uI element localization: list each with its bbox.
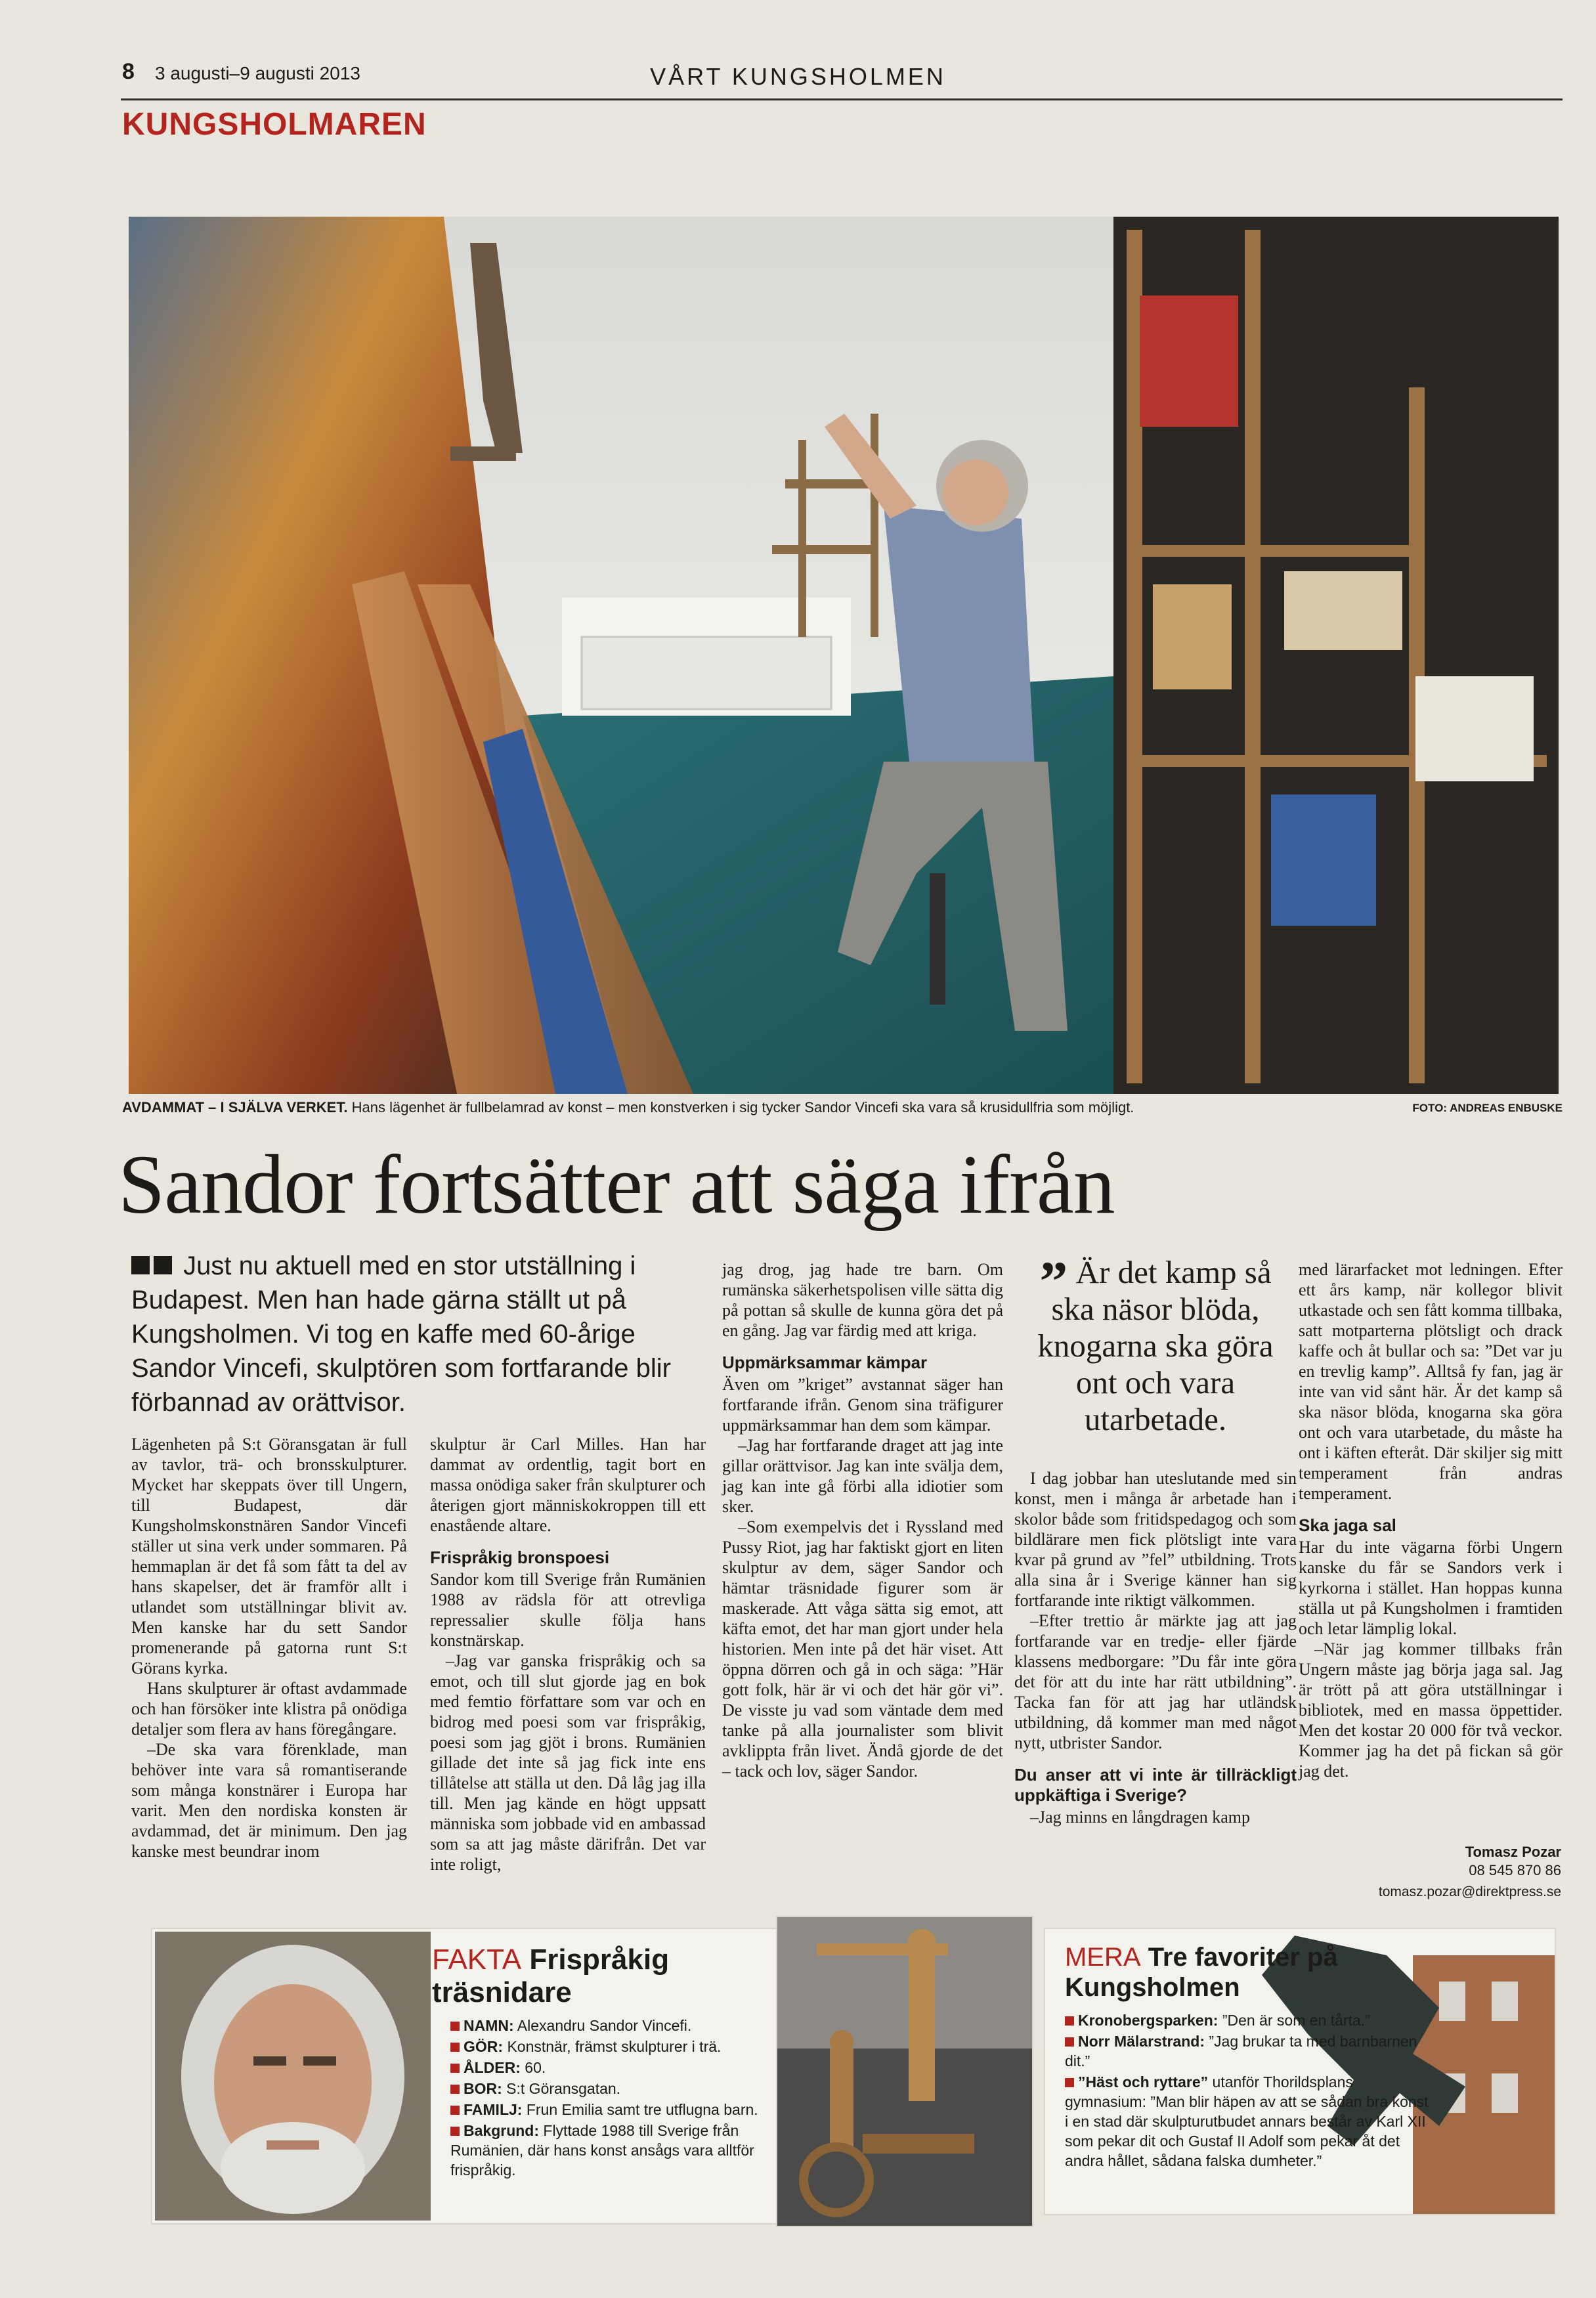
pull-quote-text: Är det kamp så ska näsor blöda, knogarna ska göra ont och vara utarbetade. — [1037, 1254, 1274, 1437]
paragraph: –De ska vara förenklade, man behöver inte vara så romantiserande som många konstnärer i Europa har varit. Men den nordiska konsten är avdammad, det är minimum. Den jag kanske mest beundrar inom — [131, 1740, 407, 1861]
mera-item — [1065, 2010, 1433, 2030]
body-column-1 — [131, 1434, 407, 1861]
paragraph: Hans skulpturer är oftast avdammade och han försöker inte klistra på onödiga detaljer som flera av hans föregångare. — [131, 1679, 407, 1739]
fakta-item — [450, 2121, 769, 2180]
fakta-value: S:t Göransgatan. — [506, 2080, 621, 2097]
square-bullet-icon — [450, 2022, 460, 2031]
fakta-label: Bakgrund: — [464, 2122, 539, 2139]
paragraph: Sandor kom till Sverige från Rumänien 1988 av rädsla för att otrevliga repressalier skulle följa hans konstnärskap. — [430, 1570, 706, 1650]
sculpture-photo — [777, 1917, 1032, 2226]
mera-value: utanför Thorildsplans gymnasium: ”Man blir häpen av att se sådan bra konst i en stad där skulpturutbudet annars består av Karl XII som pekar dit och Gustaf II Adolf som pekar åt det andra hållet, sådana falska dumheter.” — [1065, 2073, 1429, 2169]
mera-value: ”Jag brukar ta med barnbarnen dit.” — [1065, 2033, 1417, 2070]
mera-label: Kronobergsparken: — [1078, 2012, 1219, 2029]
intro-text: Just nu aktuell med en stor utställning i Budapest. Men han hade gärna ställt ut på Kungsholmen. Vi tog en kaffe med 60-årige Sandor Vincefi, skulptören som fortfarande blir förbannad av orättvisor. — [131, 1251, 671, 1417]
fakta-value: Frun Emilia samt tre utflugna barn. — [526, 2101, 758, 2118]
fakta-value: Konstnär, främst skulpturer i trä. — [507, 2038, 722, 2055]
square-bullet-icon — [154, 1256, 172, 1274]
fakta-item — [450, 2079, 769, 2098]
photo-credit: FOTO: ANDREAS ENBUSKE — [1412, 1102, 1563, 1114]
mera-value: ”Den är som en tårta.” — [1222, 2012, 1370, 2029]
paragraph: I dag jobbar han uteslutande med sin konst, men i många år arbetade han i skolor både som fritidspedagog och som bildlärare men fick plötsligt inte vara kvar på grund av ”fel” utbildning. Trots alla sina år i Sverige känner han sig fortfarande inte riktigt välkommen. — [1014, 1469, 1297, 1610]
byline-name: Tomasz Pozar — [1465, 1844, 1561, 1860]
fakta-value: 60. — [525, 2059, 546, 2076]
paragraph: –Efter trettio år märkte jag att jag fortfarande var en tredje- eller fjärde klassens medborgare: ”Du får inte göra det för att du inte har rätt utbildning”. Tacka fan för att jag har utländsk utbildning, då kommer man med något nytt, utbrister Sandor. — [1014, 1611, 1297, 1752]
fakta-item — [450, 2100, 769, 2119]
paragraph: –Jag var ganska frispråkig och sa emot, och till slut gjorde jag en bok med femtio författare som var och en bidrog med poesi som var frispråkig, poesi som jag gjöt i brons. Rumänien gillade det inte så jag fick inte ens tillåtelse att ställa ut den. Då låg jag illa till. Men jag kände en högt uppsatt människa som jobbade vid en ambassad som sa att jag måste därifrån. Det var inte roligt, — [430, 1651, 706, 1874]
subheading-question: Du anser att vi inte är tillräckligt uppkäftiga i Sverige? — [1014, 1765, 1297, 1805]
fakta-label: FAMILJ: — [464, 2101, 523, 2118]
paragraph: –Som exempelvis det i Ryssland med Pussy Riot, jag har faktiskt gjort en liten skulptur av dem, säger Sandor och hämtar träsnidade figurer som är maskerade. Att våga sätta sig emot, att käfta emot, det har man gjort under hela historien. Men inte på det här viset. Att öppna dörren och gå in och säga: ”Här gott folk, här är vi och det här gör vi”. De visste ju vad som väntade dem med tanke på alla journalister som blivit avklippta från livet. Ändå gjorde de det – tack och lov, säger Sandor. — [722, 1517, 1003, 1781]
square-bullet-icon — [1065, 2078, 1074, 2087]
photo-caption — [122, 1099, 1317, 1116]
mera-tag: MERA — [1065, 1943, 1141, 1972]
paragraph: skulptur är Carl Milles. Han har dammat av ordentlig, tagit bort en massa onödiga saker från skulpturer och återigen gjort människokroppen till ett enastående altare. — [430, 1435, 706, 1535]
fakta-item — [450, 2037, 769, 2056]
fakta-item — [450, 2016, 769, 2035]
fakta-heading — [432, 1943, 773, 2009]
paragraph: Har du inte vägarna förbi Ungern kanske du får se Sandors verk i kyrkorna i stället. Han hoppas kunna ställa ut på Kungsholmen i framtiden och letar lämplig lokal. — [1299, 1538, 1563, 1638]
fakta-label: ÅLDER: — [464, 2059, 521, 2076]
fakta-label: GÖR: — [464, 2038, 504, 2055]
intro — [131, 1249, 709, 1420]
square-bullet-icon — [131, 1256, 150, 1274]
fakta-label: BOR: — [464, 2080, 502, 2097]
paragraph: jag drog, jag hade tre barn. Om rumänska säkerhetspolisen ville sätta dig på pottan så skulle de kunna göra det på en gång. Jag var färdig med att kriga. — [722, 1260, 1003, 1340]
mera-label: ”Häst och ryttare” — [1078, 2073, 1209, 2091]
square-bullet-icon — [450, 2043, 460, 2052]
paragraph: –När jag kommer tillbaks från Ungern måste jag börja jaga sal. Jag är trött på att göra utställningar i bibliotek, med en massa öppettider. Men det kostar 20 000 för två veckor. Kommer jag ha det på fickan så gör jag det. — [1299, 1639, 1563, 1781]
mera-list — [1065, 2010, 1433, 2172]
square-bullet-icon — [1065, 2016, 1074, 2026]
masthead: VÅRT KUNGSHOLMEN — [650, 63, 946, 90]
mera-item — [1065, 2031, 1433, 2071]
fakta-list — [450, 2016, 769, 2181]
section-title: KUNGSHOLMAREN — [122, 107, 427, 142]
mera-title: Tre favoriter på Kungsholmen — [1065, 1943, 1338, 2002]
caption-text: Hans lägenhet är fullbelamrad av konst – men konstverken i sig tycker Sandor Vincefi ska vara så krusidullfria som möjligt. — [351, 1099, 1134, 1116]
mera-heading — [1065, 1942, 1373, 2003]
square-bullet-icon — [450, 2064, 460, 2073]
headline: Sandor fortsätter att säga ifrån — [118, 1138, 1115, 1231]
mera-label: Norr Mälarstrand: — [1078, 2033, 1205, 2050]
fakta-value: Flyttade 1988 till Sverige från Rumänien, där hans konst ansågs vara alltför frispråkig. — [450, 2122, 754, 2179]
square-bullet-icon — [1065, 2037, 1074, 2047]
byline-email[interactable]: tomasz.pozar@direktpress.se — [1378, 1884, 1561, 1899]
subheading: Frispråkig bronspoesi — [430, 1548, 610, 1567]
paragraph: Även om ”kriget” avstannat säger han fortfarande ifrån. Genom sina träfigurer uppmärksammar han dem som kämpar. — [722, 1375, 1003, 1435]
body-column-4 — [1014, 1468, 1297, 1827]
square-bullet-icon — [450, 2085, 460, 2094]
issue-date: 3 augusti–9 augusti 2013 — [155, 63, 360, 83]
fakta-label: NAMN: — [464, 2017, 514, 2034]
subheading: Ska jaga sal — [1299, 1515, 1396, 1535]
body-column-2 — [430, 1434, 706, 1875]
quote-mark-icon: ” — [1039, 1249, 1068, 1312]
paragraph: med lärarfacket mot ledningen. Efter ett års kamp, när kollegor blivit utkastade och sen fått komma tillbaka, satt motparterna plötsligt och drack kaffe och åt bullar och sa: ”Det var ju en trevlig kamp”. Alltså fy fan, jag är inte van vid sånt här. Är det kamp så ska näsor blöda, knogarna ska göra ont och vara utarbetade, du måste ha ont i käften efteråt. Där skiljer sig mitt temperament från andras temperament. — [1299, 1260, 1563, 1503]
body-column-3 — [722, 1259, 1003, 1781]
fakta-title: Frispråkig träsnidare — [432, 1943, 670, 2008]
pull-quote — [1014, 1249, 1297, 1438]
subheading: Uppmärksammar kämpar — [722, 1353, 928, 1372]
fakta-tag: FAKTA — [432, 1943, 522, 1976]
caption-lead: AVDAMMAT – I SJÄLVA VERKET. — [122, 1099, 348, 1116]
portrait-photo — [155, 1932, 431, 2221]
mera-item — [1065, 2072, 1433, 2171]
square-bullet-icon — [450, 2106, 460, 2115]
paragraph: –Jag har fortfarande draget att jag inte gillar orättvisor. Jag kan inte svälja dem, jag kan inte gå förbi alla idiotier som sker. — [722, 1436, 1003, 1516]
byline-phone: 08 545 870 86 — [1469, 1862, 1561, 1878]
main-photo — [129, 217, 1559, 1094]
header-rule — [121, 98, 1563, 100]
fakta-value: Alexandru Sandor Vincefi. — [517, 2017, 692, 2034]
paragraph: Lägenheten på S:t Göransgatan är full av tavlor, trä- och bronsskulpturer. Mycket har skeppats över till Ungern, till Budapest, där Kungsholmskonstnären Sandor Vincefi ställer ut sina verk under sommaren. På hemmaplan är det få som fått ta del av hans skapelser, det är framför allt i utlandet som utställningar blivit av. Men kanske har du sett Sandor promenerande på gatorna runt S:t Görans kyrka. — [131, 1435, 407, 1678]
fakta-item — [450, 2058, 769, 2077]
square-bullet-icon — [450, 2127, 460, 2136]
page-number: 8 — [122, 59, 135, 84]
body-column-5 — [1299, 1259, 1563, 1781]
paragraph: –Jag minns en långdragen kamp — [1030, 1808, 1251, 1827]
